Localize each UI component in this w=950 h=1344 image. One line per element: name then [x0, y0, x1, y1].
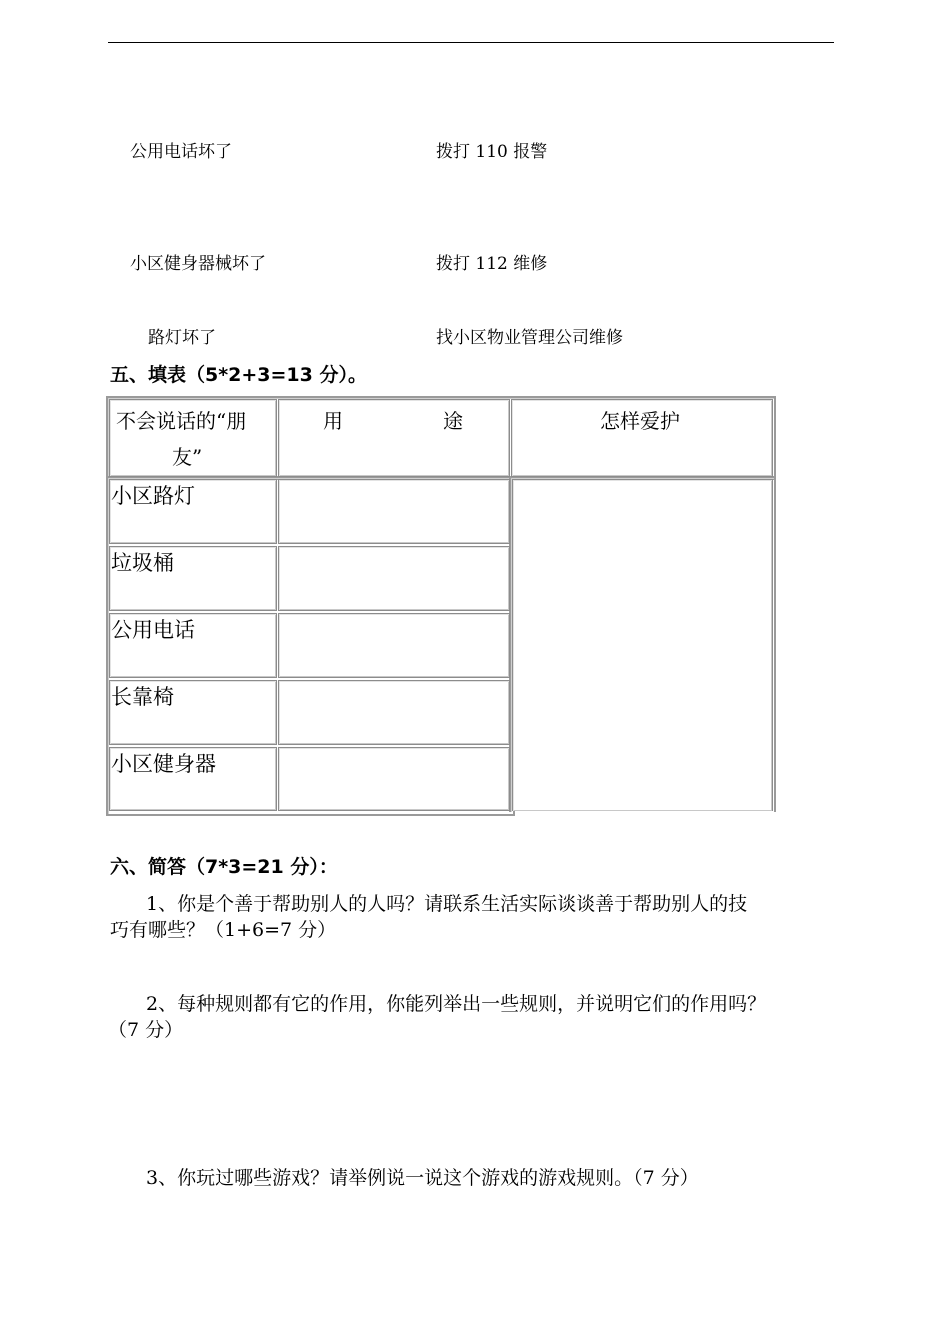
- row-usage-input[interactable]: [278, 747, 510, 811]
- header-usage-b: 途: [443, 409, 463, 433]
- row-name: 公用电话: [111, 618, 195, 642]
- question-1-line1: 1、你是个善于帮助别人的人吗？请联系生活实际谈谈善于帮助别人的技: [146, 893, 748, 915]
- section6-title: 六、简答（7*3=21 分）：: [110, 856, 338, 878]
- question-3: 3、你玩过哪些游戏？请举例说一说这个游戏的游戏规则。（7 分）: [146, 1167, 699, 1189]
- question-2-line1: 2、每种规则都有它的作用，你能列举出一些规则，并说明它们的作用吗？: [146, 993, 767, 1015]
- fill-table: [106, 396, 776, 816]
- row-name-cell: [109, 680, 277, 745]
- row-name: 小区健身器: [111, 752, 216, 776]
- header-usage-a: 用: [323, 409, 343, 433]
- row-usage-input[interactable]: [278, 546, 510, 611]
- matching-right-3: 找小区物业管理公司维修: [436, 328, 623, 348]
- care-answer-input[interactable]: [512, 479, 773, 811]
- header-care: 怎样爱护: [600, 409, 680, 433]
- matching-right-2: 拨打 112 维修: [436, 254, 548, 274]
- header-cell-usage: [278, 399, 510, 477]
- row-usage-input[interactable]: [278, 680, 510, 745]
- row-name-cell: [109, 546, 277, 611]
- row-usage-input[interactable]: [278, 613, 510, 678]
- row-name-cell: [109, 613, 277, 678]
- row-name: 长靠椅: [111, 685, 174, 709]
- matching-right-1: 拨打 110 报警: [436, 142, 548, 162]
- section5-title: 五、填表（5*2+3=13 分）。: [110, 364, 367, 386]
- row-name: 垃圾桶: [111, 551, 174, 575]
- header-cell-care: [511, 399, 773, 477]
- question-2-line2: （7 分）: [108, 1019, 184, 1041]
- matching-left-1: 公用电话坏了: [130, 142, 232, 162]
- top-rule: [108, 42, 834, 43]
- header-friend-line1: 不会说话的“朋: [116, 409, 247, 433]
- row-name-cell: [109, 747, 277, 811]
- row-name: 小区路灯: [111, 484, 195, 508]
- row-name-cell: [109, 479, 277, 544]
- question-1-line2: 巧有哪些？（1+6=7 分）: [110, 919, 337, 941]
- row-usage-input[interactable]: [278, 479, 510, 544]
- matching-left-3: 路灯坏了: [148, 328, 216, 348]
- matching-left-2: 小区健身器械坏了: [130, 254, 266, 274]
- header-cell-friend: [109, 399, 277, 477]
- header-friend-line2: 友”: [172, 445, 203, 469]
